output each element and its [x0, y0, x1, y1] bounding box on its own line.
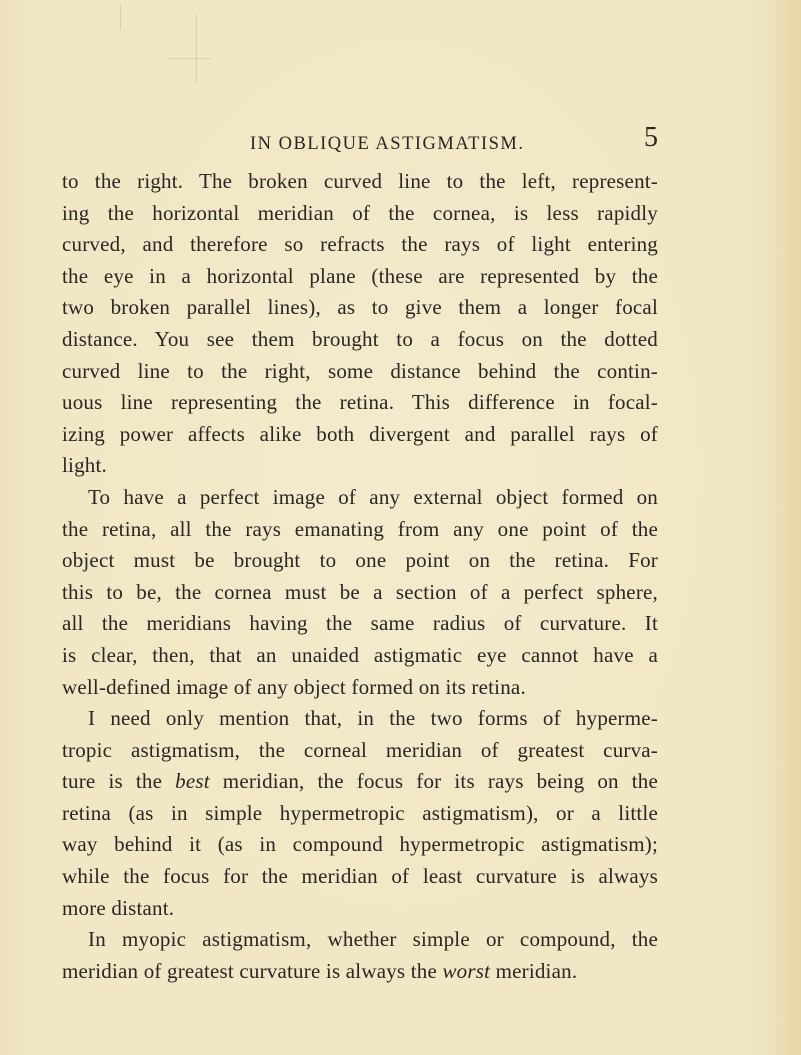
italic-word: best [175, 769, 210, 794]
text-line [62, 356, 658, 388]
text-run: distance. You see them brought to a focus on the dotted [62, 326, 658, 351]
text-run: uous line representing the retina. This difference in focal- [62, 390, 658, 415]
text-line [62, 577, 658, 609]
italic-word: worst [442, 958, 491, 983]
text-line [62, 640, 658, 672]
text-run: izing power affects alike both divergent and parallel rays of [62, 421, 658, 446]
text-run: two broken parallel lines), as to give them a longer focal [62, 295, 658, 320]
paragraph [62, 166, 658, 482]
text-line [62, 893, 658, 925]
text-run: well-defined image of any object formed on its retina. [62, 674, 526, 699]
text-run: meridian, the focus for its rays being on the [209, 769, 658, 794]
bleed-through-mark [120, 4, 121, 30]
text-run: In myopic astigmatism, whether simple or compound, the [88, 927, 658, 952]
paragraph [62, 924, 658, 987]
text-run: ture is the [62, 769, 176, 794]
paragraph [62, 703, 658, 924]
paragraph [62, 482, 658, 703]
text-run: light. [62, 453, 107, 478]
text-run: tropic astigmatism, the corneal meridian of greatest curva- [62, 737, 658, 762]
page-edge-shadow [771, 0, 801, 1055]
text-line [62, 545, 658, 577]
text-line [62, 292, 658, 324]
text-line [62, 419, 658, 451]
text-run: while the focus for the meridian of least curvature is always [62, 864, 658, 889]
body-text [62, 166, 658, 987]
text-line [62, 387, 658, 419]
text-run: way behind it (as in compound hypermetropic astigmatism); [62, 832, 658, 857]
text-line [62, 861, 658, 893]
text-run: the eye in a horizontal plane (these are represented by the [62, 263, 658, 288]
text-line [62, 166, 658, 198]
text-run: ing the horizontal meridian of the cornea, is less rapidly [62, 200, 658, 225]
bleed-through-mark [196, 14, 197, 84]
text-line [62, 324, 658, 356]
text-line [62, 229, 658, 261]
text-run: I need only mention that, in the two forms of hyperme- [88, 706, 658, 731]
text-line [62, 261, 658, 293]
text-run: this to be, the cornea must be a section of a perfect sphere, [62, 579, 658, 604]
text-line [62, 608, 658, 640]
page-number: 5 [644, 122, 658, 153]
text-line [62, 198, 658, 230]
text-run: the retina, all the rays emanating from any one point of the [62, 516, 658, 541]
text-line [62, 735, 658, 767]
text-run: is clear, then, that an unaided astigmatic eye cannot have a [62, 642, 658, 667]
text-run: more distant. [62, 895, 175, 920]
text-run: curved, and therefore so refracts the rays of light entering [62, 232, 658, 257]
text-line [62, 798, 658, 830]
bleed-through-mark [166, 58, 212, 59]
text-run: curved line to the right, some distance behind the contin- [62, 358, 658, 383]
text-line [62, 829, 658, 861]
text-run: To have a perfect image of any external object formed on [88, 484, 658, 509]
text-line [62, 450, 658, 482]
text-line [62, 703, 658, 735]
text-line [62, 514, 658, 546]
text-line [62, 482, 658, 514]
text-line [62, 924, 658, 956]
text-line [62, 766, 658, 798]
text-run: meridian. [490, 958, 578, 983]
page-header [62, 124, 658, 164]
text-run: all the meridians having the same radius of curvature. It [62, 611, 658, 636]
running-head: IN OBLIQUE ASTIGMATISM. [250, 134, 525, 154]
text-line [62, 672, 658, 704]
text-run: retina (as in simple hypermetropic astigmatism), or a little [62, 800, 658, 825]
text-run: object must be brought to one point on the retina. For [62, 548, 658, 573]
text-run: to the right. The broken curved line to the left, represent- [62, 169, 658, 193]
text-run: meridian of greatest curvature is always the [62, 958, 443, 983]
text-line [62, 956, 658, 988]
